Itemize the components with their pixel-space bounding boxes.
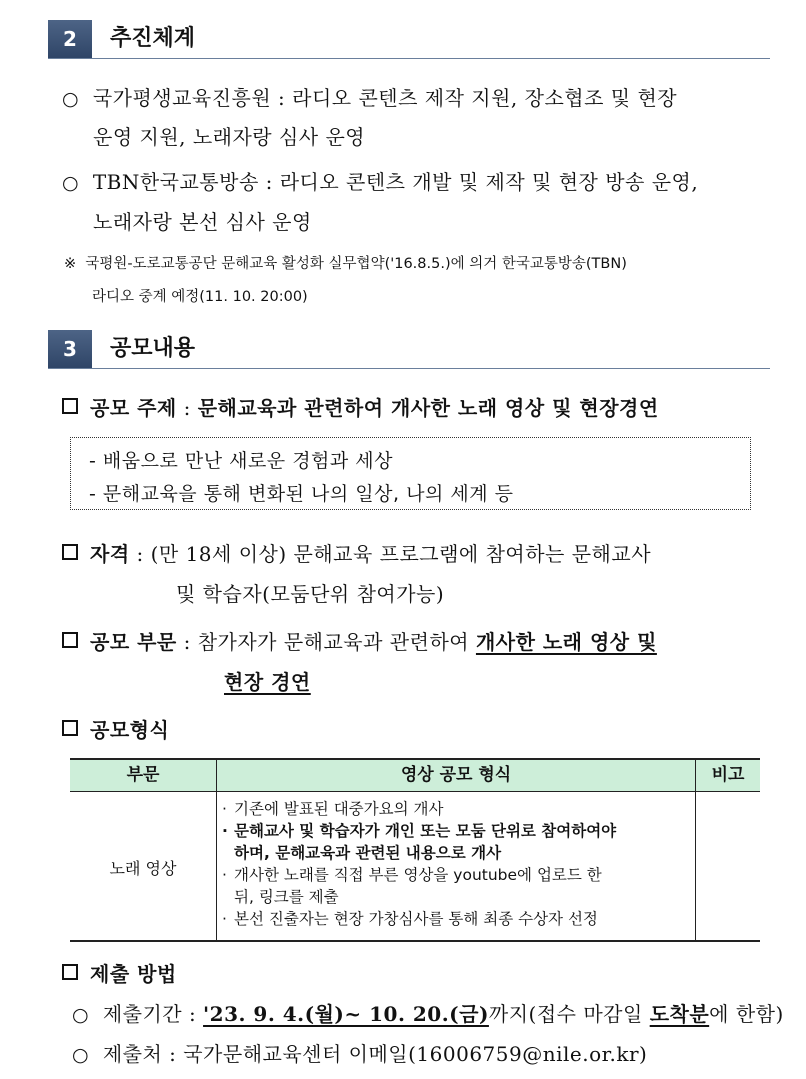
note-line-1: ※ 국평원-도로교통공단 문해교육 활성화 실무협약('16.8.5.)에 의거 한국교통방송(TBN) xyxy=(64,256,627,272)
section-number: 3 xyxy=(48,330,92,368)
theme-line: 공모 주제 : 문해교육과 관련하여 개사한 노래 영상 및 현장경연 xyxy=(62,392,659,421)
table-row-label: 노래 영상 xyxy=(109,858,177,878)
section-2-header xyxy=(48,20,770,59)
format-item: · 개사한 노래를 직접 부른 영상을 youtube에 업로드 한 xyxy=(222,864,692,886)
org-item-1: ○ 국가평생교육진흥원 : 라디오 콘텐츠 제작 지원, 장소협조 및 현장 xyxy=(62,86,678,110)
format-item: · 본선 진출자는 현장 가창심사를 통해 최종 수상자 선정 xyxy=(222,908,692,930)
theme-item: - 문해교육을 통해 변화된 나의 일상, 나의 세계 등 xyxy=(89,483,514,505)
eligibility-line: 자격 : (만 18세 이상) 문해교육 프로그램에 참여하는 문해교사 xyxy=(62,538,651,567)
org-item-1-cont: 운영 지원, 노래자랑 심사 운영 xyxy=(93,125,366,149)
table-header-cell: 영상 공모 형식 xyxy=(400,765,512,785)
table-divider xyxy=(695,760,696,940)
section-title: 공모내용 xyxy=(110,336,196,361)
table-divider xyxy=(216,760,217,940)
theme-item: - 배움으로 만난 새로운 경험과 세상 xyxy=(89,450,394,472)
checkbox-bullet-icon xyxy=(62,964,78,980)
section-number: 2 xyxy=(48,20,92,58)
theme-box xyxy=(70,437,751,510)
checkbox-bullet-icon xyxy=(62,632,78,648)
submit-period: ○ 제출기간 : '23. 9. 4.(월)~ 10. 20.(금)까지(접수 마감일 도착분에 한함) xyxy=(72,1002,784,1026)
checkbox-bullet-icon xyxy=(62,398,78,414)
format-line: 공모형식 xyxy=(62,714,169,743)
format-item-cont: 뒤, 링크를 제출 xyxy=(234,888,339,906)
category-cont: 현장 경연 xyxy=(224,670,311,694)
submit-destination: ○ 제출처 : 국가문해교육센터 이메일(16006759@nile.or.kr) xyxy=(72,1042,648,1066)
checkbox-bullet-icon xyxy=(62,544,78,560)
format-item: · 기존에 발표된 대중가요의 개사 xyxy=(222,798,692,820)
org-item-2-cont: 노래자랑 본선 심사 운영 xyxy=(93,210,312,234)
eligibility-cont: 및 학습자(모둠단위 참여가능) xyxy=(176,582,445,606)
checkbox-bullet-icon xyxy=(62,720,78,736)
submit-line: 제출 방법 xyxy=(62,958,177,987)
format-table xyxy=(70,758,760,942)
table-cell-format xyxy=(222,798,692,930)
category-line: 공모 부문 : 참가자가 문해교육과 관련하여 개사한 노래 영상 및 xyxy=(62,626,657,655)
section-title: 추진체계 xyxy=(110,26,196,51)
table-header-cell: 부문 xyxy=(126,765,160,785)
table-header-cell: 비고 xyxy=(711,765,745,785)
note-line-2: 라디오 중계 예정(11. 10. 20:00) xyxy=(92,289,308,305)
org-item-2: ○ TBN한국교통방송 : 라디오 콘텐츠 개발 및 제작 및 현장 방송 운영, xyxy=(62,170,699,194)
format-item: · 문해교사 및 학습자가 개인 또는 모둠 단위로 참여하여야 xyxy=(222,820,692,842)
format-item-cont: 하며, 문해교육과 관련된 내용으로 개사 xyxy=(234,844,502,862)
table-header-row xyxy=(70,760,760,792)
section-3-header xyxy=(48,330,770,369)
